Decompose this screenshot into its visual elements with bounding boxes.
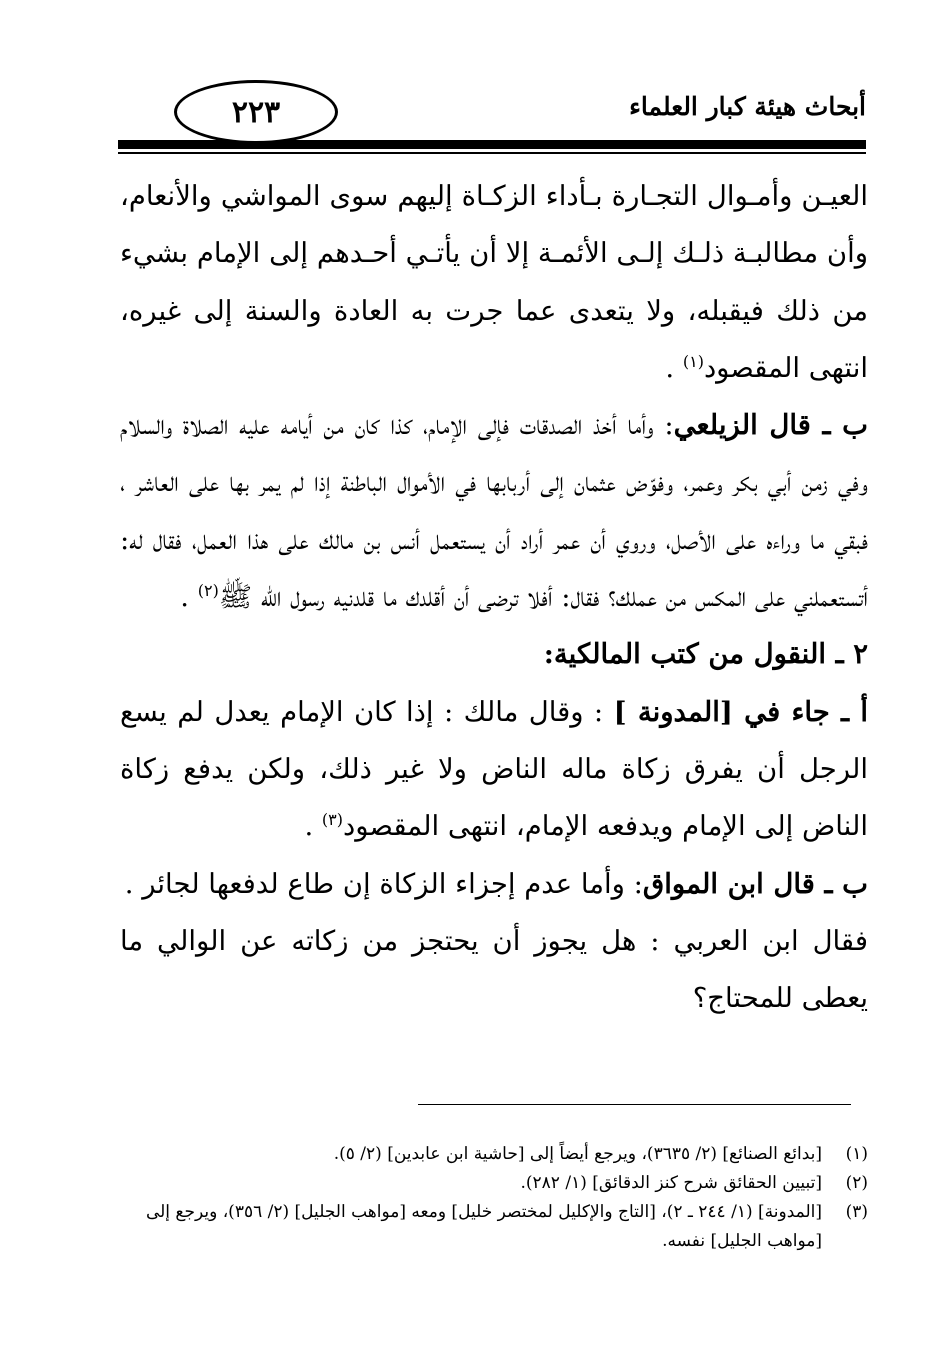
footnote-text: [المدونة] (١/ ٢٤٤ ـ ٢)، [التاج والإكليل لمختصر خليل] ومعه [مواهب الجليل] (٢/ ٣٥٦)، ويرجع إلى [مواهب الجليل] نفسه.	[145, 1202, 822, 1251]
footnote-number: (٢)	[845, 1173, 868, 1193]
section-heading: ٢ ـ النقول من كتب المالكية:	[543, 638, 868, 671]
footnote-ref-3: (٣)	[321, 810, 344, 830]
paragraph-2-lead: ب ـ قال الزيلعي	[673, 409, 868, 442]
running-title: أبحاث هيئة كبار العلماء	[629, 92, 866, 121]
footnote-text: [بدائع الصنائع] (٢/ ٣٦٣٥)، ويرجع أيضاً إلى [حاشية ابن عابدين] (٢/ ٥).	[333, 1144, 822, 1164]
paragraph-2: ب ـ قال الزيلعي: وأما أخذ الصدقات فإلى الإمام، كذا كان من أيامه عليه الصلاة والسلام وفي زمن أبي بكر وعمر، وفوّض عثمان إلى أربابها في الأموال الباطنة إذا لم يمر بها على العاشر ، فبقي ما وراءه على الأصل، وروي أن عمر أراد أن يستعمل أنس بن مالك على هذا العمل، فقال له: أتستعملني على المكس من عملك؟ فقال: أفلا ترضى أن أقلدك ما قلدنيه رسول الله ﷺ$^{(٢)}$ .	[120, 409, 868, 614]
footnote-text: [تبيين الحقائق شرح كنز الدقائق] (١/ ٢٨٢).	[520, 1173, 822, 1193]
paragraph-2-text: : وأما أخذ الصدقات فإلى الإمام، كذا كان من أيامه عليه الصلاة والسلام وفي زمن أبي بكر وعمر، وفوّض عثمان إلى أربابها في الأموال الباطنة إذا لم يمر بها على العاشر ، فبقي ما وراءه على الأصل، وروي أن عمر أراد أن يستعمل أنس بن مالك على هذا العمل، فقال له: أتستعملني على المكس من عملك؟ فقال: أفلا ترضى أن أقلدك ما قلدنيه رسول الله ﷺ	[120, 409, 868, 614]
main-text	[120, 168, 868, 1027]
footnote-number: (١)	[845, 1144, 868, 1164]
footnote-number: (٣)	[845, 1202, 868, 1222]
paragraph-4	[120, 856, 868, 913]
footnote-item	[120, 1140, 868, 1169]
paragraph-1-text: العيـن وأمـوال التجـارة بـأداء الزكـاة إليهم سوى المواشي والأنعام، وأن مطالبـة ذلـك إلـى الأئمـة إلا أن يأتـي أحـدهم إلى الإمام بشيء من ذلك فيقبله، ولا يتعدى عما جرت به العادة والسنة إلى غيره، انتهى المقصود	[120, 180, 868, 384]
footnote-separator	[418, 1104, 851, 1105]
footnote-ref-2: (٢)	[197, 580, 219, 600]
paragraph-5: فقال ابن العربي : هل يجوز أن يحتجز من زكاته عن الوالي ما يعطى للمحتاج؟	[120, 924, 868, 1015]
page-number: ٢٢٣	[174, 80, 338, 144]
footnote-item	[120, 1198, 868, 1256]
page-header	[118, 78, 866, 158]
header-rule-thin	[118, 152, 866, 154]
footnote-ref-1: (١)	[682, 351, 704, 371]
paragraph-3: أ ـ جاء في [المدونة ] : وقال مالك : إذا كان الإمام يعدل لم يسع الرجل أن يفرق زكاة ماله الناض ولا غير ذلك، ولكن يدفع زكاة الناض إلى الإمام ويدفعه الإمام، انتهى المقصود$^{(٣)}$ .	[120, 695, 868, 843]
footnote-item	[120, 1169, 868, 1198]
paragraph-4-lead: ب ـ قال ابن المواق	[642, 867, 868, 900]
paragraph-3-lead: أ ـ جاء في [المدونة ]	[613, 695, 868, 728]
footnotes	[120, 1140, 868, 1256]
paragraph-3-text: : وقال مالك : إذا كان الإمام يعدل لم يسع الرجل أن يفرق زكاة ماله الناض ولا غير ذلك، ولكن يدفع زكاة الناض إلى الإمام ويدفعه الإمام، انتهى المقصود	[120, 695, 868, 843]
paragraph-1: العيـن وأمـوال التجـارة بـأداء الزكـاة إليهم سوى المواشي والأنعام، وأن مطالبـة ذلـك إلـى الأئمـة إلا أن يأتـي أحـدهم إلى الإمام بشيء من ذلك فيقبله، ولا يتعدى عما جرت به العادة والسنة إلى غيره، انتهى المقصود$^{(١)}$ .	[120, 180, 868, 384]
paragraph-4-text: : وأما عدم إجزاء الزكاة إن طاع لدفعها لجائر .	[124, 867, 643, 900]
